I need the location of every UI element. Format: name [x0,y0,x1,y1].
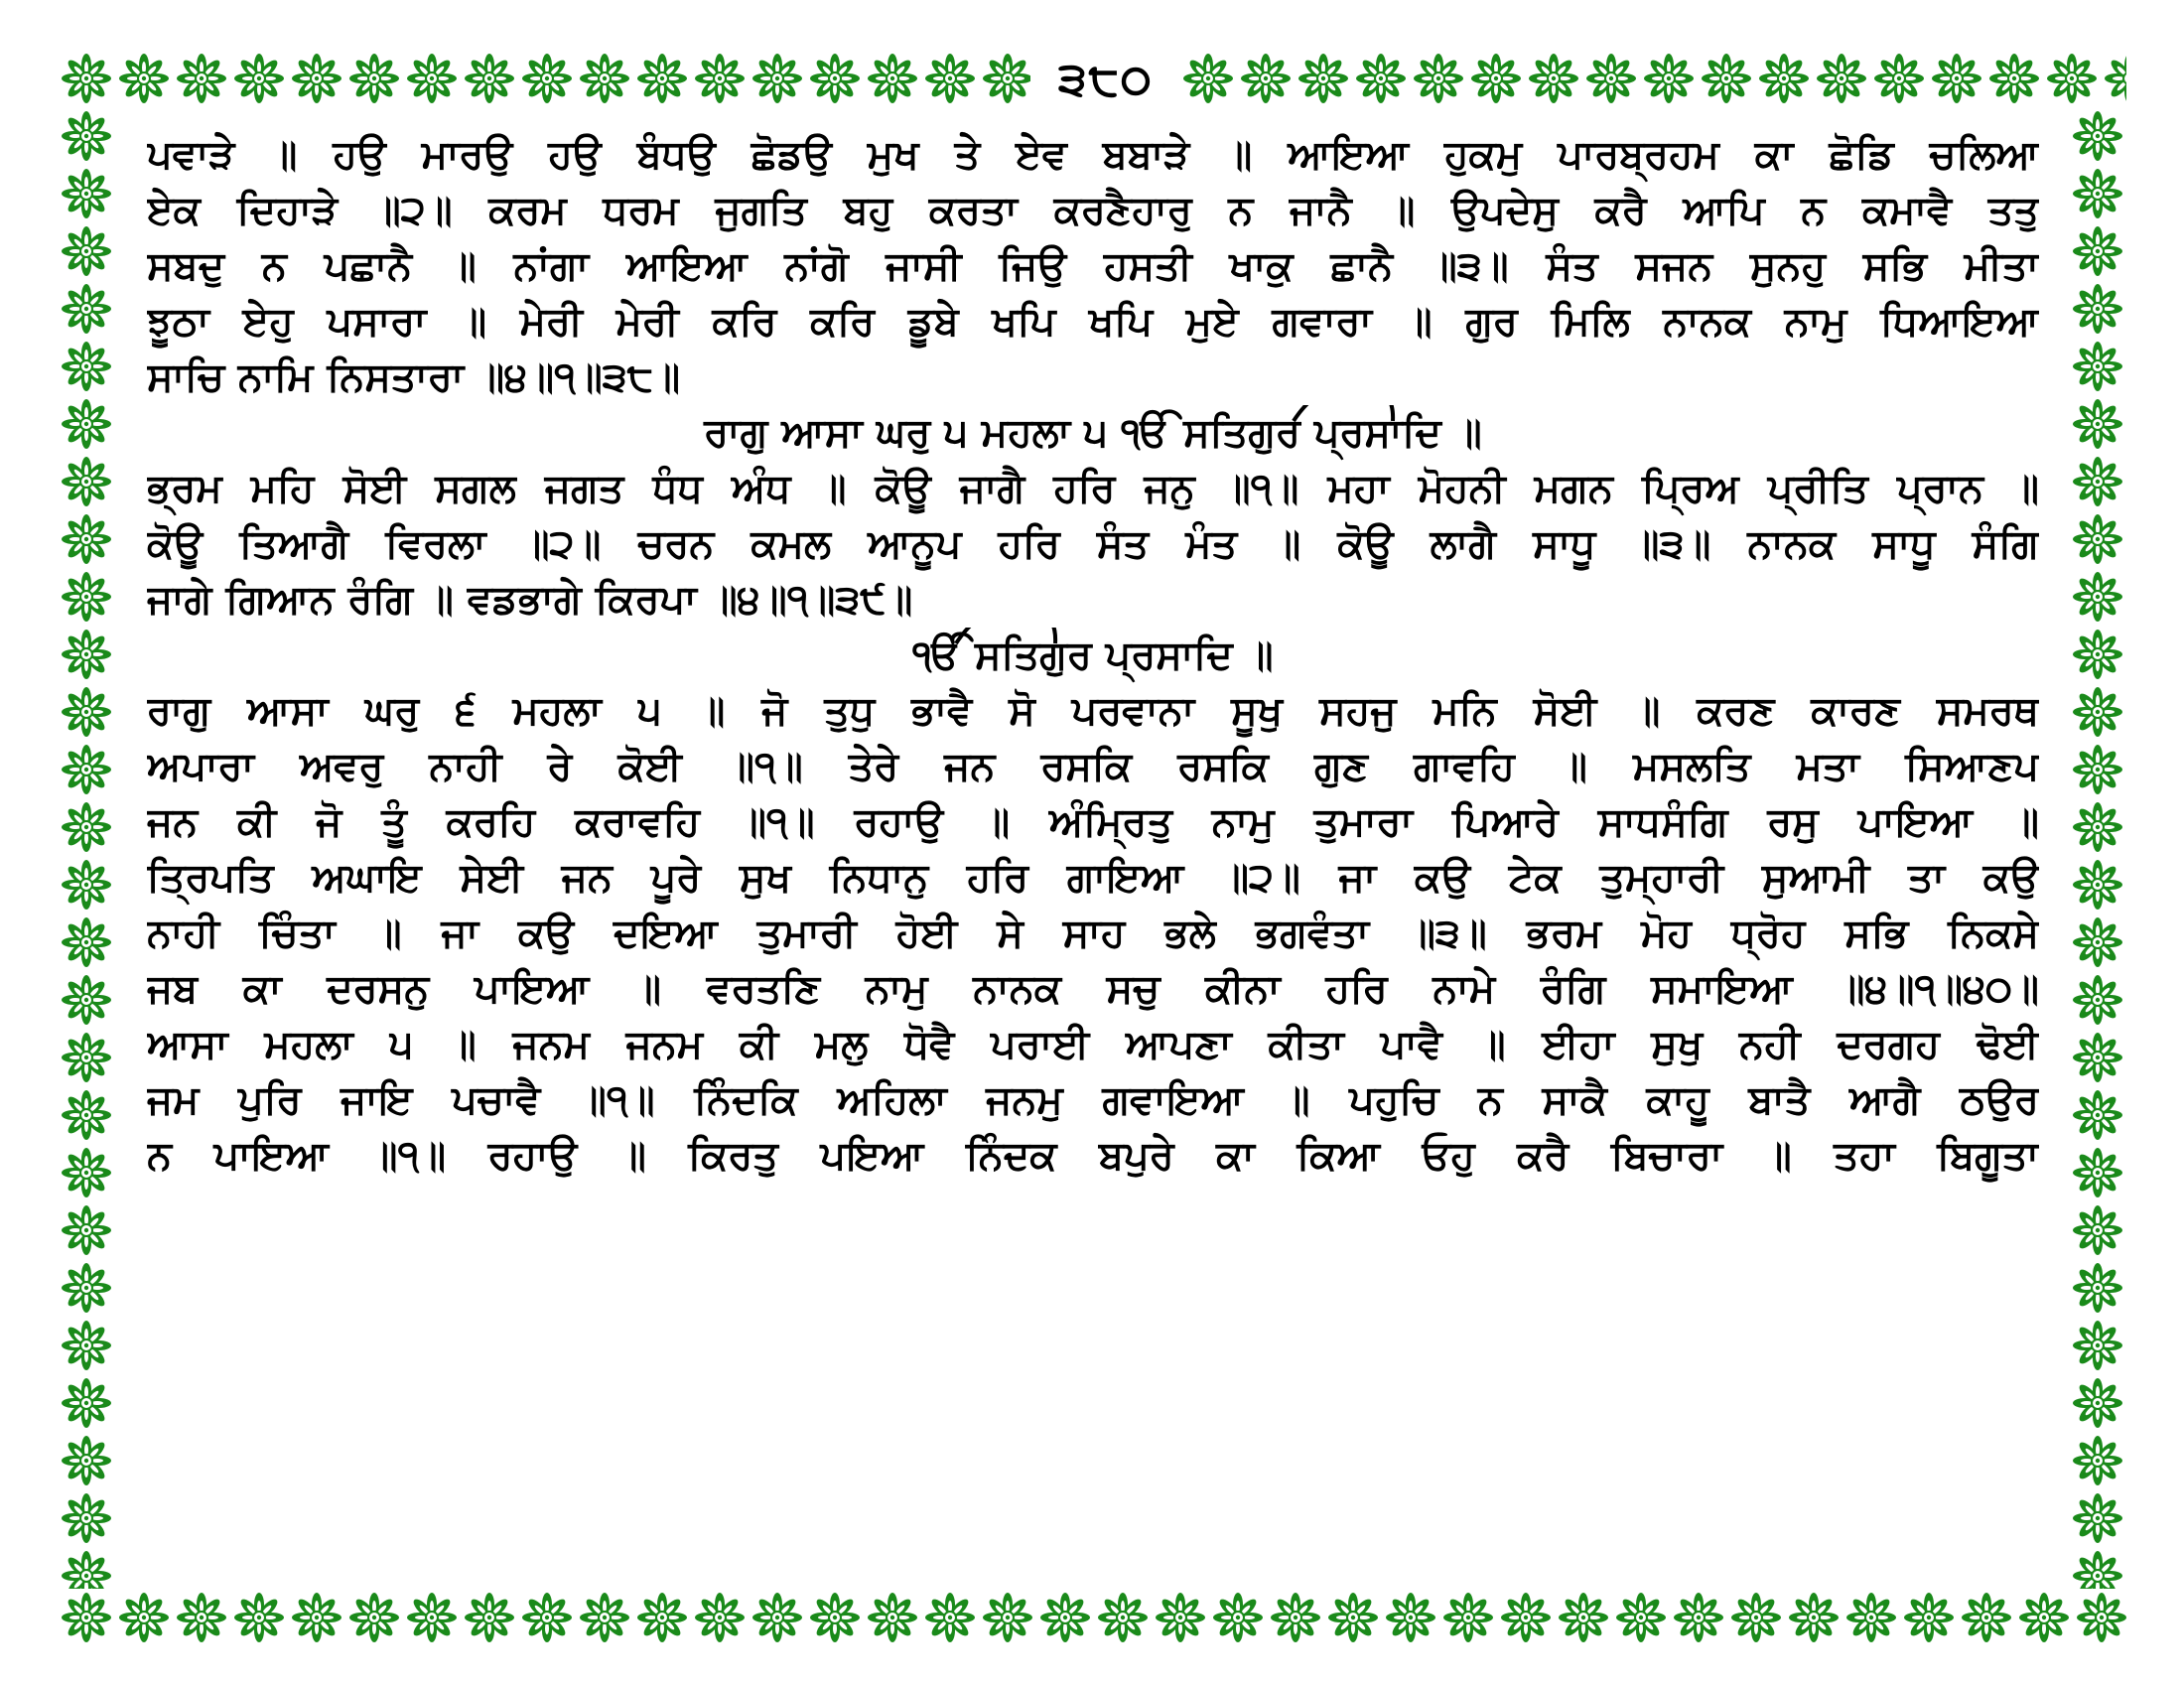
flower-icon [115,1589,173,1646]
flower-icon [2043,50,2101,107]
flower-icon [1985,50,2043,107]
flower-icon [864,50,921,107]
verse-line: ਨ ਪਾਇਆ ॥੧॥ ਰਹਾਉ ॥ ਕਿਰਤੁ ਪਇਆ ਨਿੰਦਕ ਬਪੁਰੇ ਕਾ ਕਿਆ ਓਹੁ ਕਰੈ ਬਿਚਾਰਾ ॥ ਤਹਾ ਬਿਗੂਤਾ [147,1133,2039,1179]
verse-line: ਝੂਠਾ ਏਹੁ ਪਸਾਰਾ ॥ ਮੇਰੀ ਮੇਰੀ ਕਰਿ ਕਰਿ ਡੂਬੇ ਖਪਿ ਖਪਿ ਮੁਏ ਗਵਾਰਾ ॥ ਗੁਰ ਮਿਲਿ ਨਾਨਕ ਨਾਮੁ ਧਿਆਇਆ [147,299,2039,345]
verse-line: ਆਸਾ ਮਹਲਾ ੫ ॥ ਜਨਮ ਜਨਮ ਕੀ ਮਲੁ ਧੋਵੈ ਪਰਾਈ ਆਪਣਾ ਕੀਤਾ ਪਾਵੈ ॥ ਈਹਾ ਸੁਖੁ ਨਹੀ ਦਰਗਹ ਢੋਈ [147,1022,2039,1067]
border-right [2069,107,2126,1589]
flower-icon [288,1589,345,1646]
flower-icon [58,1432,115,1489]
flower-icon [58,1259,115,1317]
flower-icon [58,510,115,568]
flower-icon [1670,1589,1727,1646]
flower-icon [58,1374,115,1432]
flower-icon [2069,222,2126,280]
flower-icon [58,1547,115,1589]
flower-icon [518,1589,576,1646]
flower-icon [1785,1589,1843,1646]
flower-icon [2015,1589,2073,1646]
onkar-arc-icon [1290,405,1407,423]
flower-icon [1094,1589,1152,1646]
flower-icon [58,741,115,798]
flower-icon [691,50,749,107]
verse-line: ਰਾਗੁ ਆਸਾ ਘਰੁ ੬ ਮਹਲਾ ੫ ॥ ਜੋ ਤੁਧੁ ਭਾਵੈ ਸੋ ਪਰਵਾਨਾ ਸੂਖੁ ਸਹਜੁ ਮਨਿ ਸੋਈ ॥ ਕਰਣ ਕਾਰਣ ਸਮਰਥ [147,688,2039,734]
flower-icon [1410,50,1467,107]
border-top-left [58,50,1030,107]
flower-icon [1958,1589,2015,1646]
flower-icon [1843,1589,1900,1646]
flower-icon [2069,107,2126,165]
flower-icon [1727,1589,1785,1646]
flower-icon [58,50,115,107]
flower-icon [2069,1489,2126,1547]
flower-icon [58,280,115,338]
flower-icon [115,50,173,107]
flower-icon [1555,1589,1612,1646]
flower-icon [1582,50,1640,107]
flower-icon [2069,914,2126,971]
flower-icon [2069,280,2126,338]
flower-icon [2069,1201,2126,1259]
flower-icon [58,107,115,165]
flower-icon [58,683,115,741]
verse-line: ਜਨ ਕੀ ਜੋ ਤੂੰ ਕਰਹਿ ਕਰਾਵਹਿ ॥੧॥ ਰਹਾਉ ॥ ਅੰਮ੍ਰਿਤੁ ਨਾਮੁ ਤੁਮਾਰਾ ਪਿਆਰੇ ਸਾਧਸੰਗਿ ਰਸੁ ਪਾਇਆ ॥ [147,799,2039,845]
flower-icon [979,1589,1036,1646]
verse-line: ਪਵਾੜੇ ॥ ਹਉ ਮਾਰਉ ਹਉ ਬੰਧਉ ਛੋਡਉ ਮੁਖ ਤੇ ਏਵ ਬਬਾੜੇ ॥ ਆਇਆ ਹੁਕਮੁ ਪਾਰਬ੍ਰਹਮ ਕਾ ਛੋਡਿ ਚਲਿਆ [147,132,2039,178]
flower-icon [230,50,288,107]
verse-line: ਤ੍ਰਿਪਤਿ ਅਘਾਇ ਸੇਈ ਜਨ ਪੂਰੇ ਸੁਖ ਨਿਧਾਨੁ ਹਰਿ ਗਾਇਆ ॥੨॥ ਜਾ ਕਉ ਟੇਕ ਤੁਮ੍ਹਾਰੀ ਸੁਆਮੀ ਤਾ ਕਉ [147,855,2039,901]
border-left [58,107,115,1589]
verse-line: ਜਮ ਪੁਰਿ ਜਾਇ ਪਚਾਵੈ ॥੧॥ ਨਿੰਦਕਿ ਅਹਿਲਾ ਜਨਮੁ ਗਵਾਇਆ ॥ ਪਹੁਚਿ ਨ ਸਾਕੈ ਕਾਹੂ ਬਾਤੈ ਆਗੈ ਠਉਰ [147,1077,2039,1123]
flower-icon [2069,1374,2126,1432]
flower-icon [58,1317,115,1374]
flower-icon [1036,1589,1094,1646]
flower-icon [1698,50,1755,107]
flower-icon [1612,1589,1670,1646]
flower-icon [58,395,115,453]
flower-icon [58,1589,115,1646]
flower-icon [461,1589,518,1646]
border-bottom [58,1589,2126,1646]
flower-icon [58,798,115,856]
scripture-text [147,127,2039,1184]
verse-line: ਜਬ ਕਾ ਦਰਸਨੁ ਪਾਇਆ ॥ ਵਰਤਣਿ ਨਾਮੁ ਨਾਨਕ ਸਚੁ ਕੀਨਾ ਹਰਿ ਨਾਮੇ ਰੰਗਿ ਸਮਾਇਆ ॥੪॥੧॥੪੦॥ [147,966,2039,1012]
flower-icon [2069,568,2126,626]
flower-icon [58,568,115,626]
flower-icon [1870,50,1928,107]
flower-icon [58,971,115,1029]
flower-icon [576,50,633,107]
flower-icon [58,1029,115,1086]
flower-icon [2069,1029,2126,1086]
flower-icon [58,1489,115,1547]
flower-icon [58,1144,115,1201]
flower-icon [979,50,1030,107]
verse-line: ਭ੍ਰਮ ਮਹਿ ਸੋਈ ਸਗਲ ਜਗਤ ਧੰਧ ਅੰਧ ॥ ਕੋਊ ਜਾਗੈ ਹਰਿ ਜਨੁ ॥੧॥ ਮਹਾ ਮੋਹਨੀ ਮਗਨ ਪ੍ਰਿਅ ਪ੍ਰੀਤਿ ਪ੍ਰਾਨ ॥ [147,466,2039,511]
flower-icon [58,914,115,971]
flower-icon [345,50,403,107]
flower-icon [58,1086,115,1144]
flower-icon [1209,1589,1267,1646]
flower-icon [576,1589,633,1646]
flower-icon [1267,1589,1324,1646]
verse-line: ਸਬਦੁ ਨ ਪਛਾਨੈ ॥ ਨਾਂਗਾ ਆਇਆ ਨਾਂਗੋ ਜਾਸੀ ਜਿਉ ਹਸਤੀ ਖਾਕੁ ਛਾਨੈ ॥੩॥ ਸੰਤ ਸਜਨ ਸੁਨਹੁ ਸਭਿ ਮੀਤਾ [147,243,2039,289]
flower-icon [173,50,230,107]
flower-icon [2069,971,2126,1029]
flower-icon [58,856,115,914]
flower-icon [2069,626,2126,683]
flower-icon [2069,395,2126,453]
flower-icon [2069,338,2126,395]
flower-icon [1352,50,1410,107]
flower-icon [1928,50,1985,107]
verse-line: ਜਾਗੇ ਗਿਆਨ ਰੰਗਿ ॥ ਵਡਭਾਗੇ ਕਿਰਪਾ ॥੪॥੧॥੩੯॥ [147,577,913,623]
flower-icon [2069,1432,2126,1489]
flower-icon [2069,1547,2126,1589]
flower-icon [633,50,691,107]
flower-icon [58,222,115,280]
flower-icon [2069,741,2126,798]
flower-icon [2069,856,2126,914]
flower-icon [921,50,979,107]
flower-icon [921,1589,979,1646]
flower-icon [2069,453,2126,510]
flower-icon [2069,1086,2126,1144]
flower-icon [1179,50,1237,107]
flower-icon [1237,50,1295,107]
flower-icon [749,1589,806,1646]
flower-icon [2069,165,2126,222]
flower-icon [2069,510,2126,568]
flower-icon [1813,50,1870,107]
onkar-arc-icon [952,628,1069,645]
flower-icon [1525,50,1582,107]
flower-icon [403,50,461,107]
verse-line: ਸਾਚਿ ਨਾਮਿ ਨਿਸਤਾਰਾ ॥੪॥੧॥੩੮॥ [147,354,681,400]
section-heading [147,405,2039,461]
flower-icon [1467,50,1525,107]
flower-icon [2101,50,2126,107]
flower-icon [1324,1589,1382,1646]
flower-icon [1640,50,1698,107]
flower-icon [749,50,806,107]
flower-icon [2069,1144,2126,1201]
page-number: ੩੮੦ [1058,52,1154,105]
flower-icon [2069,798,2126,856]
flower-icon [58,626,115,683]
flower-icon [2069,1259,2126,1317]
flower-icon [2069,683,2126,741]
flower-icon [1152,1589,1209,1646]
flower-icon [345,1589,403,1646]
verse-line: ਕੋਊ ਤਿਆਗੈ ਵਿਰਲਾ ॥੨॥ ਚਰਨ ਕਮਲ ਆਨੂਪ ਹਰਿ ਸੰਤ ਮੰਤ ॥ ਕੋਊ ਲਾਗੈ ਸਾਧੂ ॥੩॥ ਨਾਨਕ ਸਾਧੂ ਸੰਗਿ [147,521,2039,567]
flower-icon [1755,50,1813,107]
flower-icon [288,50,345,107]
heading-text: ੴ ਸਤਿਗੁਰ ਪ੍ਰਸਾਦਿ ॥ [912,628,1273,683]
flower-icon [2069,1317,2126,1374]
flower-icon [1497,1589,1555,1646]
flower-icon [58,453,115,510]
flower-icon [806,50,864,107]
flower-icon [173,1589,230,1646]
flower-icon [806,1589,864,1646]
verse-line: ਅਪਾਰਾ ਅਵਰੁ ਨਾਹੀ ਰੇ ਕੋਈ ॥੧॥ ਤੇਰੇ ਜਨ ਰਸਕਿ ਰਸਕਿ ਗੁਣ ਗਾਵਹਿ ॥ ਮਸਲਤਿ ਮਤਾ ਸਿਆਣਪ [147,744,2039,789]
flower-icon [518,50,576,107]
flower-icon [1439,1589,1497,1646]
flower-icon [633,1589,691,1646]
flower-icon [58,338,115,395]
border-top-right [1179,50,2126,107]
verse-line: ਨਾਹੀ ਚਿੰਤਾ ॥ ਜਾ ਕਉ ਦਇਆ ਤੁਮਾਰੀ ਹੋਈ ਸੇ ਸਾਹ ਭਲੇ ਭਗਵੰਤਾ ॥੩॥ ਭਰਮ ਮੋਹ ਧ੍ਰੋਹ ਸਭਿ ਨਿਕਸੇ [147,911,2039,956]
section-heading [147,628,2039,683]
flower-icon [403,1589,461,1646]
flower-icon [1900,1589,1958,1646]
flower-icon [58,1201,115,1259]
flower-icon [1382,1589,1439,1646]
verse-line: ਏਕ ਦਿਹਾੜੇ ॥੨॥ ਕਰਮ ਧਰਮ ਜੁਗਤਿ ਬਹੁ ਕਰਤਾ ਕਰਣੈਹਾਰੁ ਨ ਜਾਨੈ ॥ ਉਪਦੇਸੁ ਕਰੈ ਆਪਿ ਨ ਕਮਾਵੈ ਤਤੁ [147,188,2039,233]
flower-icon [1295,50,1352,107]
heading-text: ਰਾਗੁ ਆਸਾ ਘਰੁ ੫ ਮਹਲਾ ੫ ੴ ਸਤਿਗੁਰ ਪ੍ਰਸਾਦਿ ॥ [704,405,1482,461]
flower-icon [2073,1589,2126,1646]
flower-icon [230,1589,288,1646]
flower-icon [461,50,518,107]
flower-icon [58,165,115,222]
flower-icon [864,1589,921,1646]
flower-icon [691,1589,749,1646]
